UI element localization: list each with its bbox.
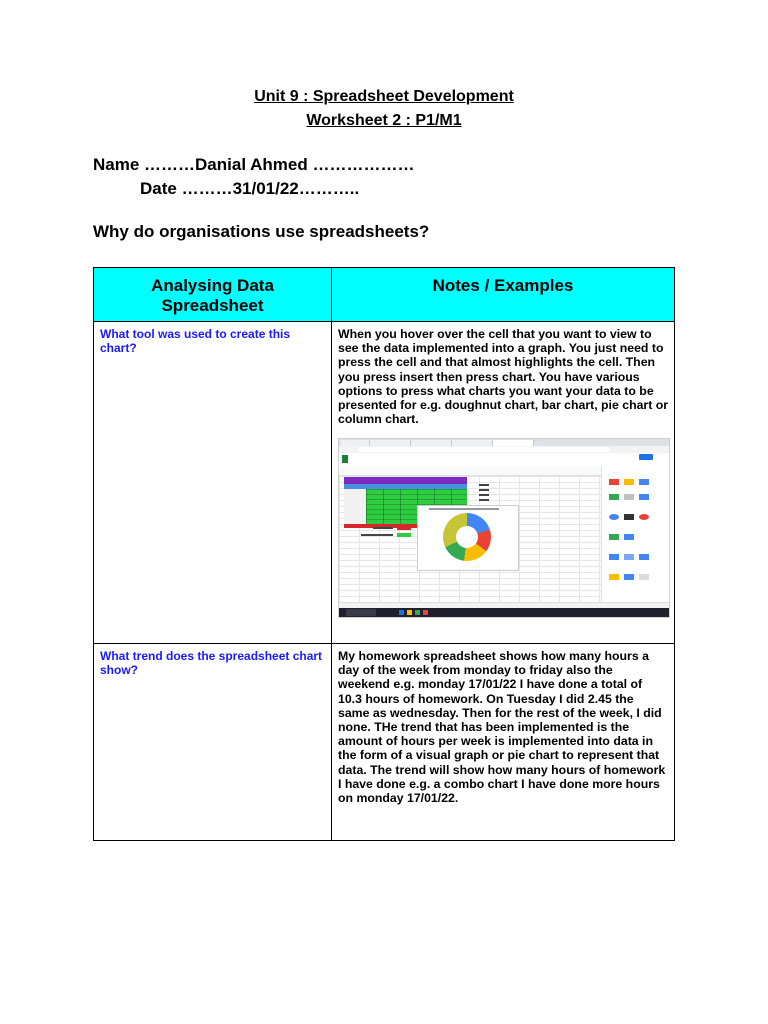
column-header-label: Notes / Examples — [432, 276, 574, 295]
unit-title: Unit 9 : Spreadsheet Development — [254, 88, 514, 105]
table-header-row — [94, 268, 675, 322]
row-answer: When you hover over the cell that you want to view to see the data implemented into a graph. You just need to press the cell and that almost highlights the cell. Then you press insert then press chart. You have various options to press what charts you want your data to be presented for e.g. doughnut chart, bar chart, pie chart or column chart. — [338, 327, 669, 427]
row-answer: My homework spreadsheet shows how many hours a day of the week from monday to friday also the weekend e.g. monday 17/01/22 I have done a total of 10.3 hours of homework. On Tuesday I did 2.45 the same as wednesday. Then for the rest of the week, I did none. THe trend that has been implemented is the amount of hours per week is implemented into data in the form of a visual graph or pie chart to represent that data. The trend will show how many hours of homework I have done e.g. a combo chart I have done more hours on monday 17/01/22. — [332, 644, 675, 841]
main-question: Why do organisations use spreadsheets? — [93, 222, 430, 241]
table-row — [94, 322, 675, 644]
worksheet-title: Worksheet 2 : P1/M1 — [306, 112, 462, 129]
row-answer-cell — [332, 322, 675, 644]
column-header-notes — [332, 268, 675, 322]
worksheet-date: Date ………31/01/22……….. — [140, 179, 360, 198]
share-icon — [639, 454, 653, 460]
search-icon — [346, 609, 376, 616]
sheets-logo-icon — [342, 455, 348, 463]
row-question: What tool was used to create this chart? — [94, 322, 332, 644]
table-row — [94, 644, 675, 841]
column-header-analysing — [94, 268, 332, 322]
analysis-table — [93, 267, 675, 841]
column-header-label: Analysing Data Spreadsheet — [151, 276, 274, 315]
student-name: Name ………Danial Ahmed ……………… — [93, 155, 415, 174]
row-question: What trend does the spreadsheet chart show? — [94, 644, 332, 841]
spreadsheet-screenshot — [338, 438, 670, 618]
